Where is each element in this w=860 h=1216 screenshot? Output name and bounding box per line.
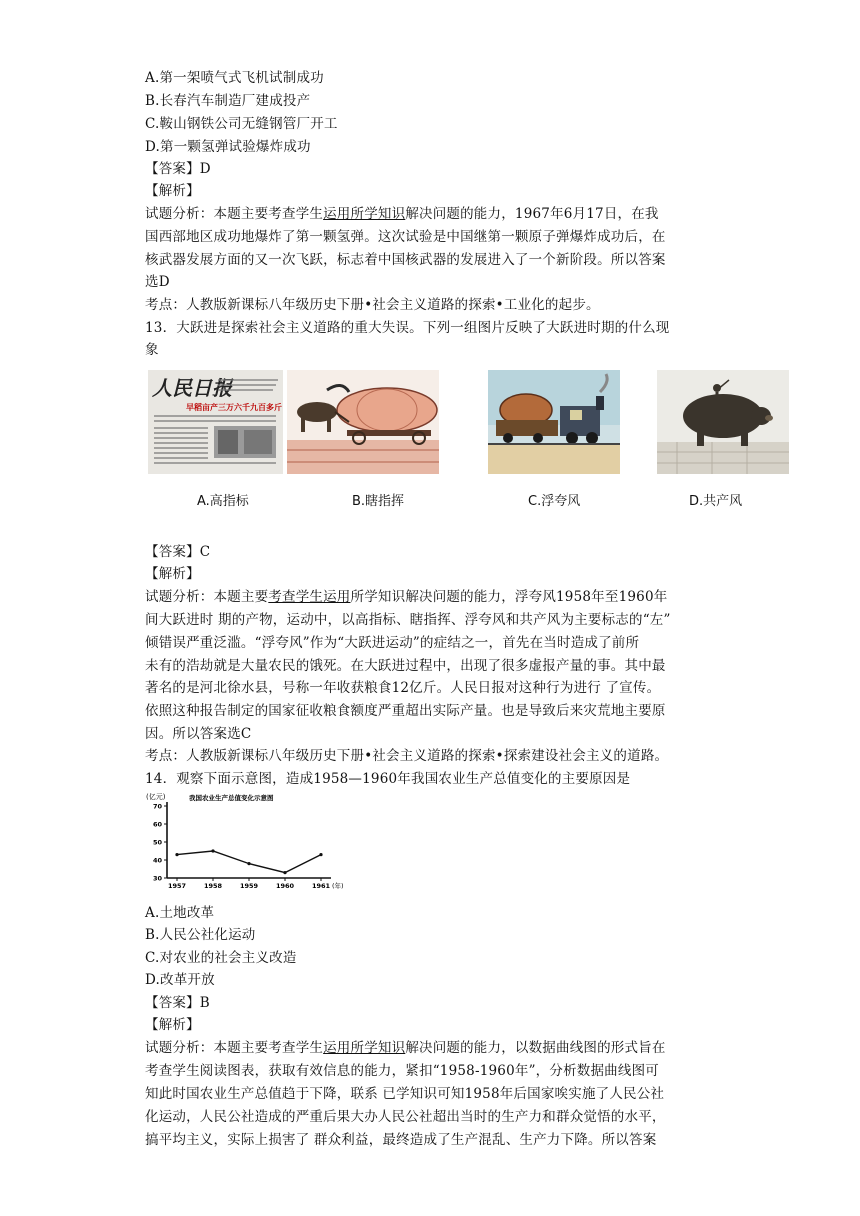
analysis-line [145,1037,666,1059]
y-tick-label: 40 [152,856,162,865]
option-b: B.长春汽车制造厂建成投产 [145,93,311,109]
answer: 【答案】B [145,995,210,1011]
analysis-text: 解决问题的能力，以数据曲线图的形式旨在 [405,1040,666,1056]
analysis-line: 间大跃进时 期的产物，运动中，以高指标、瞎指挥、浮夸风和共产风为主要标志的“左” [145,612,671,628]
y-tick-label: 60 [152,820,162,829]
option-c: C.对农业的社会主义改造 [145,950,297,966]
analysis-line: 化运动，人民公社造成的严重后果大办人民公社超出当时的生产力和群众觉悟的水平， [145,1109,666,1125]
line-chart [145,790,345,898]
x-tick-label: 1957 [167,882,187,890]
answer: 【答案】C [145,544,211,560]
analysis-label: 【解析】 [145,1017,200,1033]
question-stem: 13．大跃进是探索社会主义道路的重大失误。下列一组图片反映了大跃进时期的什么现 [145,320,670,336]
data-point [319,853,322,856]
chart-svg [145,790,345,898]
underlined-phrase: 运用所学知识 [323,206,406,222]
analysis-label: 【解析】 [145,183,200,199]
analysis-line [145,203,659,225]
caption-b: B.瞎指挥 [352,494,405,509]
x-tick-label: 1958 [203,882,223,890]
analysis-line: 国西部地区成功地爆炸了第一颗氢弹。这次试验是中国继第一颗原子弹爆炸成功后，在 [145,229,666,245]
data-point [283,871,286,874]
pig-drawing [657,370,789,474]
analysis-text: 试题分析：本题主要 [145,589,269,605]
x-tick-label: 1961 [311,882,331,890]
analysis-line: 考查学生阅读图表，获取有效信息的能力，紧扣“1958-1960年”，分析数据曲线图可 [145,1063,659,1079]
y-tick-label: 50 [152,838,162,847]
x-tick-label: 1960 [275,882,295,890]
caption-c: C.浮夸风 [528,494,581,509]
x-axis-label: (年) [332,882,344,890]
data-point [247,862,250,865]
ox-cart-picture [287,370,439,474]
analysis-label: 【解析】 [145,566,200,582]
analysis-line: 因。所以答案选C [145,726,252,742]
analysis-line: 选D [145,274,170,290]
analysis-line [145,586,667,608]
data-point [211,849,214,852]
newspaper-picture [148,370,283,474]
option-a: A.土地改革 [145,905,215,921]
ox-cart-drawing [287,370,439,474]
train-drawing [488,370,620,474]
analysis-line: 倾错误严重泛滥。“浮夸风”作为“大跃进运动”的症结之一，首先在当时造成了前所 [145,635,640,651]
newspaper-texture [148,370,283,474]
analysis-line: 未有的浩劫就是大量农民的饿死。在大跃进过程中，出现了很多虚报产量的事。其中最 [145,658,666,674]
train-picture [488,370,620,474]
option-a: A.第一架喷气式飞机试制成功 [145,70,324,86]
caption-a: A.高指标 [197,494,249,509]
analysis-line: 依照这种报告制定的国家征收粮食额度严重超出实际产量。也是导致后来灾荒地主要原 [145,703,666,719]
answer: 【答案】D [145,161,211,177]
chart-title: 我国农业生产总值变化示意图 [189,794,274,802]
y-axis-label: (亿元) [146,793,166,801]
caption-d: D.共产风 [689,494,743,509]
analysis-text: 试题分析：本题主要考查学生 [145,206,324,222]
picture-row [145,366,795,516]
exam-point: 考点：人教版新课标八年级历史下册•社会主义道路的探索•探索建设社会主义的道路。 [145,748,669,764]
underlined-phrase: 运用所学知识 [323,1040,406,1056]
analysis-line: 核武器发展方面的又一次飞跃，标志着中国核武器的发展进入了一个新阶段。所以答案 [145,252,666,268]
option-c: C.鞍山钢铁公司无缝钢管厂开工 [145,116,338,132]
data-point [175,853,178,856]
pig-picture [657,370,789,474]
y-tick-label: 30 [152,874,162,883]
y-tick-label: 70 [152,802,162,811]
option-d: D.第一颗氢弹试验爆炸成功 [145,139,311,155]
series-line [177,851,321,873]
option-d: D.改革开放 [145,972,215,988]
analysis-text: 解决问题的能力，1967年6月17日，在我 [405,206,659,222]
exam-point: 考点：人教版新课标八年级历史下册•社会主义道路的探索•工业化的起步。 [145,297,600,313]
analysis-text: 所学知识解决问题的能力，浮夸风1958年至1960年 [350,589,668,605]
analysis-line: 著名的是河北徐水县，号称一年收获粮食12亿斤。人民日报对这种行为进行 了宣传。 [145,680,661,696]
question-stem: 14．观察下面示意图，造成1958—1960年我国农业生产总值变化的主要原因是 [145,771,631,787]
x-tick-label: 1959 [239,882,259,890]
analysis-text: 试题分析：本题主要考查学生 [145,1040,324,1056]
analysis-line: 知此时国农业生产总值趋于下降，联系 已学知识可知1958年后国家唉实施了人民公社 [145,1086,665,1102]
option-b: B.人民公社化运动 [145,927,256,943]
underlined-phrase: 考查学生运用 [268,589,351,605]
analysis-line: 搞平均主义，实际上损害了 群众利益，最终造成了生产混乱、生产力下降。所以答案 [145,1132,657,1148]
newspaper-masthead: 人民日报 [152,376,232,400]
question-stem: 象 [145,342,159,358]
newspaper-headline: 早稻亩产三万六千九百多斤 [186,403,282,412]
